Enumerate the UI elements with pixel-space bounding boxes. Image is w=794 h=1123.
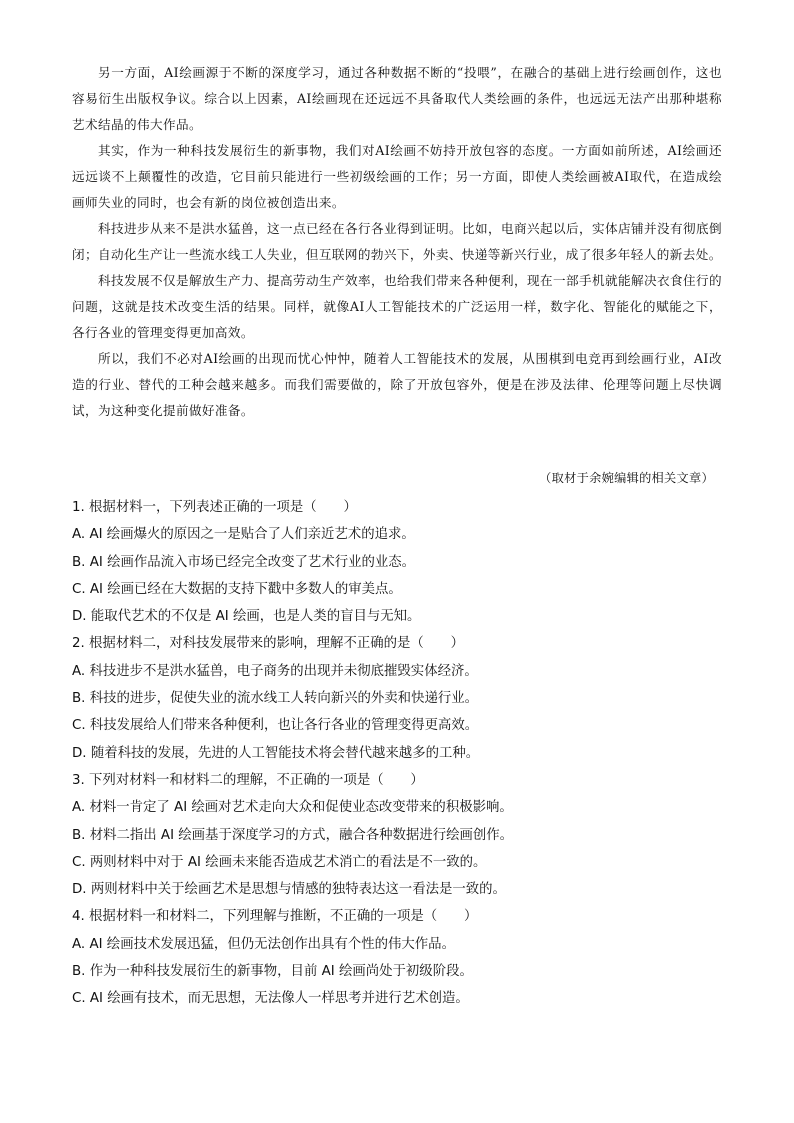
question-1 (72, 494, 722, 630)
option-d: D. 两则材料中关于绘画艺术是思想与情感的独特表达这一看法是一致的。 (72, 882, 506, 898)
option-d: D. 能取代艺术的不仅是 AI 绘画，也是人类的盲目与无知。 (72, 609, 421, 625)
question-2 (72, 630, 722, 766)
question-stem: 3. 下列对材料一和材料二的理解，不正确的一项是（ ） (72, 772, 424, 788)
option-c: C. 两则材料中对于 AI 绘画未来能否造成艺术消亡的看法是不一致的。 (72, 854, 487, 870)
source-note: （取材于余婉编辑的相关文章） (539, 471, 714, 485)
option-b: B. AI 绘画作品流入市场已经完全改变了艺术行业的业态。 (72, 554, 416, 570)
option-b: B. 科技的进步，促使失业的流水线工人转向新兴的外卖和快递行业。 (72, 691, 479, 707)
option-a: A. AI 绘画技术发展迅猛，但仍无法创作出具有个性的伟大作品。 (72, 936, 455, 952)
question-stem: 1. 根据材料一，下列表述正确的一项是（ ） (72, 500, 357, 515)
question-stem: 4. 根据材料一和材料二，下列理解与推断，不正确的一项是（ ） (72, 909, 478, 925)
question-list (72, 494, 722, 1013)
passage-paragraph: 所以，我们不必对AI绘画的出现而忧心忡忡，随着人工智能技术的发展，从围棋到电竞再到绘画行业，AI改造的行业、替代的工种会越来越多。而我们需要做的，除了开放包容外，便是在涉及法律、伦理等问题上尽快调试，为这种变化提前做好准备。 (72, 351, 722, 418)
option-d: D. 随着科技的发展，先进的人工智能技术将会替代越来越多的工种。 (72, 745, 480, 761)
passage-paragraph: 其实，作为一种科技发展衍生的新事物，我们对AI绘画不妨持开放包容的态度。一方面如前所述，AI绘画还远远谈不上颠覆性的改造，它目前只能进行一些初级绘画的工作；另一方面，即使人类绘画被AI取代，在造成绘画师失业的同时，也会有新的岗位被创造出来。 (72, 143, 722, 210)
option-a: A. 科技进步不是洪水猛兽，电子商务的出现并未彻底摧毁实体经济。 (72, 663, 478, 679)
passage-paragraph: 另一方面，AI绘画源于不断的深度学习，通过各种数据不断的“投喂”，在融合的基础上进行绘画创作，这也容易衍生出版权争议。综合以上因素，AI绘画现在还远远不具备取代人类绘画的条件，也远远无法产出那种堪称艺术结晶的伟大作品。 (72, 65, 722, 132)
passage-paragraph: 科技发展不仅是解放生产力、提高劳动生产效率，也给我们带来各种便利，现在一部手机就能解决衣食住行的问题，这就是技术改变生活的结果。同样，就像AI人工智能技术的广泛运用一样，数字化、智能化的赋能之下，各行各业的管理变得更加高效。 (72, 273, 722, 340)
option-c: C. 科技发展给人们带来各种便利，也让各行各业的管理变得更高效。 (72, 718, 479, 734)
option-a: A. 材料一肯定了 AI 绘画对艺术走向大众和促使业态改变带来的积极影响。 (72, 800, 513, 816)
option-a: A. AI 绘画爆火的原因之一是贴合了人们亲近艺术的追求。 (72, 527, 415, 543)
option-c: C. AI 绘画已经在大数据的支持下戳中多数人的审美点。 (72, 581, 402, 597)
question-3 (72, 767, 722, 903)
passage-paragraph: 科技进步从来不是洪水猛兽，这一点已经在各行各业得到证明。比如，电商兴起以后，实体店铺并没有彻底倒闭；自动化生产让一些流水线工人失业，但互联网的勃兴下，外卖、快递等新兴行业，成了很多年轻人的新去处。 (72, 221, 722, 262)
option-c: C. AI 绘画有技术，而无思想，无法像人一样思考并进行艺术创造。 (72, 991, 469, 1007)
option-b: B. 材料二指出 AI 绘画基于深度学习的方式，融合各种数据进行绘画创作。 (72, 827, 514, 843)
option-b: B. 作为一种科技发展衍生的新事物，目前 AI 绘画尚处于初级阶段。 (72, 964, 473, 980)
question-4 (72, 903, 722, 1012)
question-stem: 2. 根据材料二，对科技发展带来的影响，理解不正确的是（ ） (72, 636, 464, 652)
reading-passage (72, 60, 722, 424)
